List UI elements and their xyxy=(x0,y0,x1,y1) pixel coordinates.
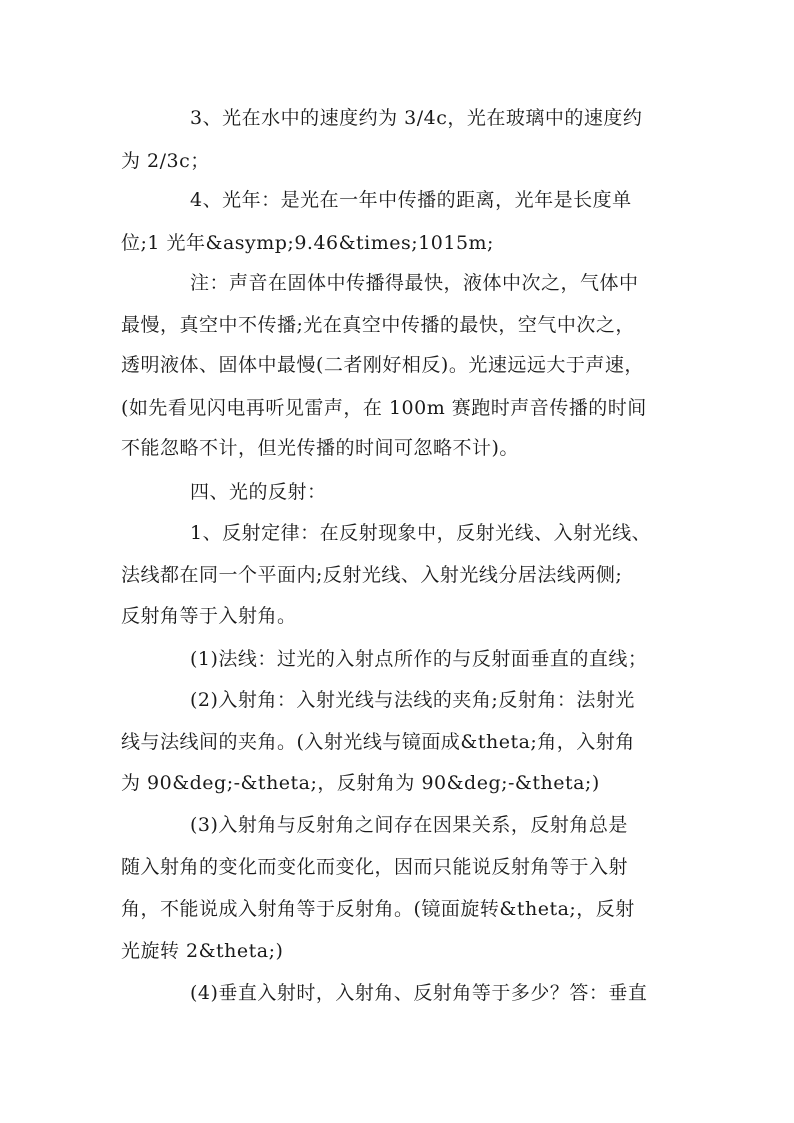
text-line: 4、光年：是光在一年中传播的距离，光年是长度单 xyxy=(190,189,632,211)
text-line: 透明液体、固体中最慢(二者刚好相反)。光速远远大于声速， xyxy=(121,354,644,376)
text-line: 3、光在水中的速度约为 3/4c，光在玻璃中的速度约 xyxy=(190,107,643,129)
text-line: 不能忽略不计，但光传播的时间可忽略不计)。 xyxy=(121,437,519,459)
text-line: 最慢，真空中不传播;光在真空中传播的最快，空气中次之， xyxy=(121,314,635,336)
text-line: 1、反射定律：在反射现象中，反射光线、入射光线、 xyxy=(190,522,652,544)
text-line: 光旋转 2&theta;) xyxy=(121,940,284,962)
text-line: 法线都在同一个平面内;反射光线、入射光线分居法线两侧; xyxy=(121,564,623,586)
text-line: (1)法线：过光的入射点所作的与反射面垂直的直线； xyxy=(190,648,648,670)
text-line: 角，不能说成入射角等于反射角。(镜面旋转&theta;，反射 xyxy=(121,898,635,920)
text-line: (3)入射角与反射角之间存在因果关系，反射角总是 xyxy=(190,814,628,836)
text-line: 为 90&deg;-&theta;，反射角为 90&deg;-&theta;) xyxy=(121,772,600,794)
text-line: 位;1 光年&asymp;9.46&times;1015m; xyxy=(121,232,494,254)
section-heading: 四、光的反射： xyxy=(190,481,327,503)
text-line: 线与法线间的夹角。(入射光线与镜面成&theta;角，入射角 xyxy=(121,731,635,753)
note-line: 注：声音在固体中传播得最快，液体中次之，气体中 xyxy=(190,272,639,294)
text-line: (4)垂直入射时，入射角、反射角等于多少？答：垂直 xyxy=(190,982,648,1004)
text-line: 为 2/3c； xyxy=(121,150,210,172)
text-line: 随入射角的变化而变化而变化，因而只能说反射角等于入射 xyxy=(121,856,629,878)
text-line: (如先看见闪电再听见雷声，在 100m 赛跑时声音传播的时间 xyxy=(121,397,647,419)
text-line: 反射角等于入射角。 xyxy=(121,605,297,627)
text-line: (2)入射角：入射光线与法线的夹角;反射角：法射光 xyxy=(190,689,635,711)
